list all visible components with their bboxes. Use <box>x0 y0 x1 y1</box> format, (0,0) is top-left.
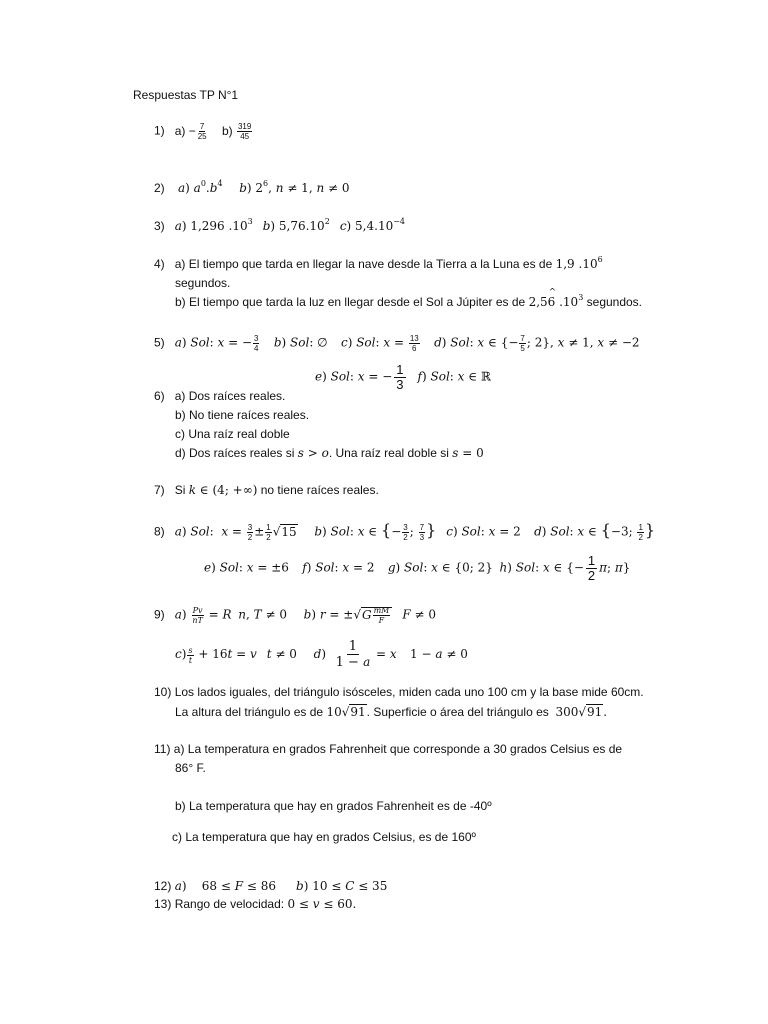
answer-2: 2) a) $a^0.b^4$ b) $2^6$, n ≠ 1, n ≠ 0 <box>154 179 350 195</box>
answer-number: 7) <box>154 483 165 497</box>
answer-1: 1) a) − $\frac{7}{25}$ b) $\frac{319}{45}$ <box>154 122 252 141</box>
answer-number: 4) <box>154 257 165 271</box>
answer-number: 9) <box>154 607 165 622</box>
answer-4-a-cont: segundos. <box>175 276 231 290</box>
answer-number: 12) <box>154 879 172 893</box>
answer-8-efgh: e) Sol: x = ±6 f) Sol: x = 2 g) Sol: x ∈ {0; 2} h) Sol: x ∈ {− $\frac{1}{2}$ π; π} <box>204 553 631 583</box>
answer-number: 8) <box>154 524 165 539</box>
answer-number: 5) <box>154 335 165 350</box>
answer-5-ef: e) Sol: x = − $\frac{1}{3}$ f) Sol: x ∈ ℝ <box>315 362 491 392</box>
answer-number: 3) <box>154 219 165 233</box>
answer-number: 10) <box>154 685 172 699</box>
answer-8: 8) a) Sol: x = $\frac{3}{2}$ ± $\frac{1}{2}$ √15 b) Sol: x ∈ {− $\frac{3}{2}$ ; $\frac{7}{3}$ } c) Sol: x = 2 d) Sol: x ∈ {−3; $\frac{1}{2}$ } <box>154 520 656 542</box>
answer-number: 1) <box>154 123 165 138</box>
answer-10-line1: 10) Los lados iguales, del triángulo isósceles, miden cada uno 100 cm y la base mide 60cm. <box>154 685 644 699</box>
answer-4-a: 4) a) El tiempo que tarda en llegar la nave desde la Tierra a la Luna es de 1,9 $.10^6$ <box>154 255 603 271</box>
answer-11-c: c) La temperatura que hay en grados Celsius, es de 160º <box>172 830 476 844</box>
answer-10-line2: La altura del triángulo es de 10√91. Superficie o área del triángulo es 300√91. <box>175 705 608 719</box>
answer-7: 7) Si k ∈ (4; +∞) no tiene raíces reales. <box>154 483 379 497</box>
answer-5: 5) a) Sol: x = − $\frac{3}{4}$ b) Sol: ∅ c) Sol: x = $\frac{13}{6}$ d) Sol: x ∈ {− $\frac{7}{5}$ ; 2}, x ≠ 1, x ≠ −2 <box>154 334 640 353</box>
answer-9-cd: c) $\frac{s}{t}$ + 16t = v t ≠ 0 d) $\frac{1}{1 - a}$ = x 1 − a ≠ 0 <box>175 639 468 670</box>
answer-11-b: b) La temperatura que hay en grados Fahrenheit es de -40º <box>175 799 492 813</box>
answer-9-ab: 9) a) $\frac{Pv}{nT}$ = R n, T ≠ 0 b) r = ±√G $\frac{mM}{F}$ F ≠ 0 <box>154 606 437 625</box>
answer-12: 12) a) 68 ≤ F ≤ 86 b) 10 ≤ C ≤ 35 <box>154 879 388 893</box>
answer-6-a: 6) a) Dos raíces reales. <box>154 389 286 403</box>
answer-6-c: c) Una raíz real doble <box>175 427 290 441</box>
answer-6-d: d) Dos raíces reales si s > o. Una raíz real doble si s = 0 <box>175 446 484 460</box>
answer-6-b: b) No tiene raíces reales. <box>175 408 310 422</box>
answer-11-a-cont: 86° F. <box>175 761 206 775</box>
page-title: Respuestas TP N°1 <box>133 88 239 102</box>
answer-number: 11) <box>154 742 171 756</box>
answer-number: 13) <box>154 897 172 911</box>
answer-3: 3) a) 1,296 $.10^3$ b) 5,76.10$^2$ c) $5,4.10^{-4}$ <box>154 217 406 233</box>
answer-4-b: b) El tiempo que tarda la luz en llegar desde el Sol a Júpiter es de 2,56 ^ $.10^3$ segundos. <box>175 288 643 309</box>
answer-number: 2) <box>154 181 165 195</box>
answer-11-a: 11) a) La temperatura en grados Fahrenheit que corresponde a 30 grados Celsius es de <box>154 742 623 756</box>
answer-13: 13) Rango de velocidad: 0 ≤ v ≤ 60. <box>154 897 357 911</box>
answer-number: 6) <box>154 389 165 403</box>
